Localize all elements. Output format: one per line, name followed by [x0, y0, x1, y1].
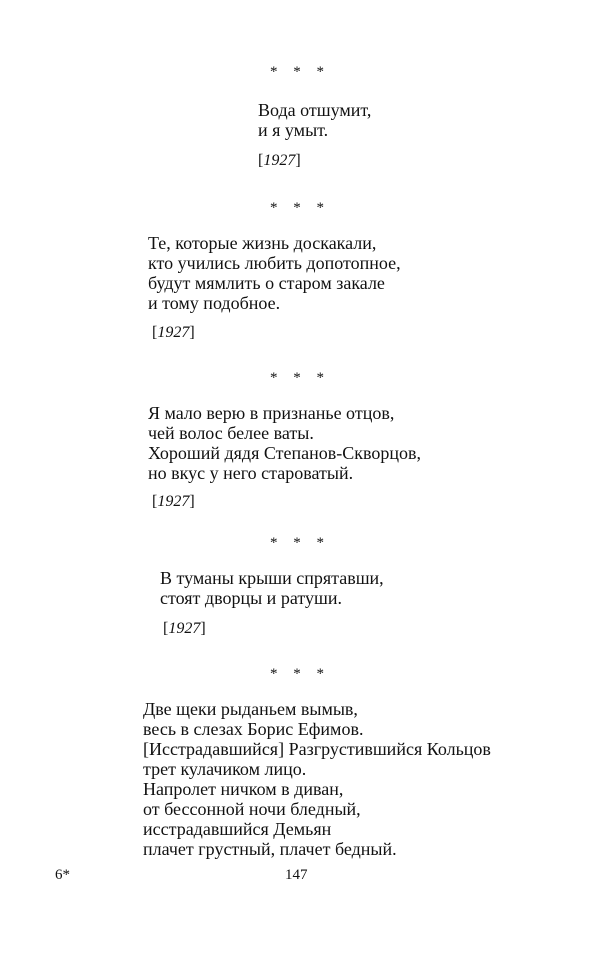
poem-line: В туманы крыши спрятавши,	[160, 568, 384, 588]
poem-line: но вкус у него староватый.	[148, 463, 354, 483]
poem-line: плачет грустный, плачет бедный.	[143, 839, 397, 859]
poem-4	[160, 568, 384, 608]
poem-3	[148, 403, 421, 483]
separator: * * *	[270, 200, 330, 216]
poem-line: и я умыт.	[258, 120, 329, 140]
poem-date: [1927]	[152, 493, 195, 510]
signature-mark: 6*	[55, 867, 70, 883]
separator: * * *	[270, 666, 330, 682]
poem-5	[143, 699, 491, 859]
poem-line: Я мало верю в признанье отцов,	[148, 403, 395, 423]
poem-line: будут мямлить о старом закале	[148, 273, 385, 293]
poem-line: весь в слезах Борис Ефимов.	[143, 719, 364, 739]
poem-date: [1927]	[152, 324, 195, 341]
poem-line: кто учились любить допотопное,	[148, 253, 401, 273]
poem-line: стоят дворцы и ратуши.	[160, 588, 342, 608]
poem-2	[148, 233, 401, 313]
separator: * * *	[270, 64, 330, 80]
poem-line: трет кулачиком лицо.	[143, 759, 307, 779]
poem-line: Две щеки рыданьем вымыв,	[143, 699, 358, 719]
poem-line: от бессонной ночи бледный,	[143, 799, 361, 819]
page-number: 147	[285, 867, 308, 883]
poem-line: исстрадавшийся Демьян	[143, 819, 332, 839]
poem-date: [1927]	[258, 152, 301, 169]
poem-line: и тому подобное.	[148, 293, 281, 313]
separator: * * *	[270, 535, 330, 551]
poem-date: [1927]	[163, 620, 206, 637]
poem-line: Вода отшумит,	[258, 100, 372, 120]
poem-line: чей волос белее ваты.	[148, 423, 314, 443]
poem-line: [Исстрадавшийся] Разгрустившийся Кольцов	[143, 739, 491, 759]
poem-line: Те, которые жизнь доскакали,	[148, 233, 377, 253]
separator: * * *	[270, 370, 330, 386]
poem-line: Хороший дядя Степанов-Скворцов,	[148, 443, 421, 463]
poem-line: Напролет ничком в диван,	[143, 779, 344, 799]
poem-1	[258, 100, 371, 140]
